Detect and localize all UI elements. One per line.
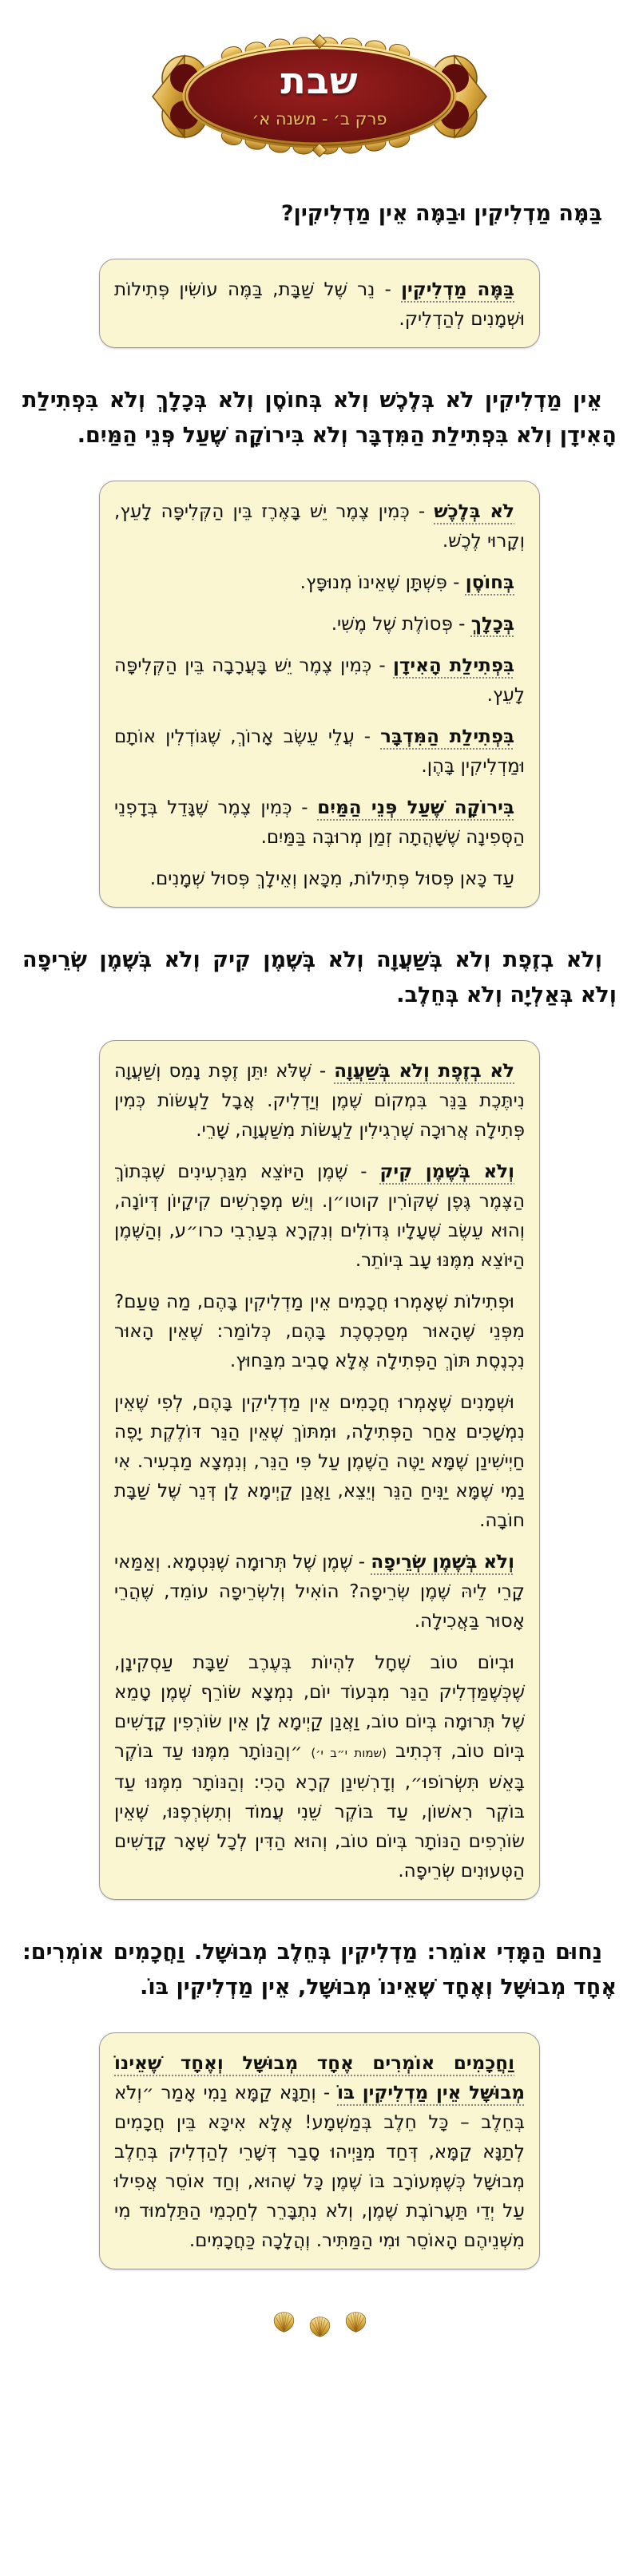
- commentary-box-4: [99, 2032, 540, 2269]
- commentary-box-1: [99, 259, 540, 348]
- commentary-paragraph: [114, 1388, 525, 1536]
- lead-phrase: וְלֹא בְּשֶׁמֶן קִיק: [379, 1161, 514, 1182]
- lead-phrase: וַחֲכָמִים אוֹמְרִים אֶחָד מְבוּשָּׁל וְאֶחָד שֶׁאֵינוֹ מְבוּשָּׁל אֵין מַדְלִיקִין בּוֹ: [114, 2053, 525, 2103]
- commentary-text: - שֶׁלֹּא יִתֵּן זֶפֶת נָמֵס וְשַׁעֲוָה נִיתֶּכֶת בַּנֵּר בִּמְקוֹם שֶׁמֶן וְיַדְלִיק. אֲבָל לַעֲשׂוֹת כְּמִין פְּתִילָה אֲרוּכָה שֶׁרְגִילִין לַעֲשׂוֹת מִשַּׁעֲוָה, שָׁרֵי.: [114, 1061, 525, 1141]
- commentary-text: - פִּשְׁתָּן שֶׁאֵינוֹ מְנוּפָּץ.: [300, 572, 466, 593]
- commentary-paragraph: [114, 1548, 525, 1636]
- shell-icon: [344, 2311, 367, 2333]
- commentary-paragraph: [114, 1648, 525, 1886]
- commentary-text: - כְּמִין צֶמֶר יֵשׁ בָּאֶרֶז בֵּין הַקְּלִיפָּה לָעֵץ, וְקָרוּי לֶכֶשׁ.: [114, 501, 525, 552]
- lead-phrase: בַּמֶּה מַדְלִיקִין: [401, 279, 514, 300]
- scripture-citation: (שמות י״ב י׳): [311, 1746, 387, 1760]
- lead-phrase: בִּירוֹקָה שֶׁעַל פְּנֵי הַמַּיִם: [317, 797, 514, 818]
- commentary-text: - כְּמִין צֶמֶר יֵשׁ בָּעֲרָבָה בֵּין הַקְּלִיפָּה לָעֵץ.: [114, 655, 525, 706]
- commentary-paragraph: [114, 1157, 525, 1276]
- commentary-text: - נֵר שֶׁל שַׁבָּת, בַּמֶּה עוֹשִׂין פְּתִילוֹת וּשְׁמָנִים לְהַדְלִיק.: [114, 279, 525, 330]
- title-banner: [148, 32, 491, 160]
- lead-phrase: בִּפְתִילַת הָאִידָן: [393, 655, 514, 676]
- shell-icon: [272, 2311, 296, 2333]
- commentary-text: וּבְיוֹם טוֹב שֶׁחָל לִהְיוֹת בְּעֶרֶב שַׁבָּת עַסְקִינָן, שֶׁכְּשֶׁמַּדְלִיק הַנֵּר מִבְּעוֹד יוֹם, נִמְצָא שׂוֹרֵף שֶׁמֶן טָמֵא שֶׁל תְּרוּמָה בְּיוֹם טוֹב, וַאֲנַן קַיְימָא לָן אֵין שׂוֹרְפִין קָדָשִׁים בְּיוֹם טוֹב, דִּכְתִיב: [114, 1652, 525, 1762]
- footer-decoration: [0, 2311, 639, 2362]
- lead-phrase: בִּפְתִילַת הַמִּדְבָּר: [380, 726, 514, 747]
- lead-phrase: וְלֹא בְּשֶׁמֶן שְׂרֵיפָה: [371, 1552, 514, 1573]
- commentary-text: - עֲלֵי עֵשֶׂב אָרוֹךְ, שֶׁגּוֹדְלִין אוֹתָם וּמַדְלִיקִין בָּהֶן.: [114, 726, 525, 777]
- lead-phrase: לֹא בְזֶפֶת וְלֹא בְּשַׁעֲוָה: [334, 1061, 515, 1082]
- commentary-box-3: [99, 1040, 540, 1900]
- mishnah-text-2: אֵין מַדְלִיקִין לֹא בְּלֶכֶשׁ וְלֹא בְּחוֹסֶן וְלֹא בְּכָלָךְ וְלֹא בִּפְתִילַת הָאִידָן וְלֹא בִּפְתִילַת הַמִּדְבָּר וְלֹא בִּירוֹקָה שֶׁעַל פְּנֵי הַמַּיִם.: [22, 388, 617, 448]
- commentary-paragraph: [114, 2049, 525, 2256]
- commentary-text: - שֶׁמֶן הַיּוֹצֵא מִגַּרְעִינִים שֶׁבְּתוֹךְ הַצֶּמֶר גֶּפֶן שֶׁקּוֹרִין קוטו״ן. וְיֵשׁ מְפָרְשִׁים קִיקָיוֹן דְּיוֹנָה, וְהוּא עֵשֶׂב שֶׁעָלָיו גְּדוֹלִים וְנִקְרָא בְּעַרְבִי כרו״ע, וְהַשֶּׁמֶן הַיּוֹצֵא מִמֶּנּוּ עָב בְּיוֹתֵר.: [114, 1161, 525, 1271]
- mishnah-text-3: וְלֹא בְזֶפֶת וְלֹא בְּשַׁעֲוָה וְלֹא בְּשֶׁמֶן קִיק וְלֹא בְּשֶׁמֶן שְׂרֵיפָה וְלֹא בְּאַלְיָה וְלֹא בְּחֵלֶב.: [22, 948, 617, 1007]
- commentary-text: וּשְׁמָנִים שֶׁאָמְרוּ חֲכָמִים אֵין מַדְלִיקִין בָּהֶם, לְפִי שֶׁאֵין נִמְשָׁכִים אַחַר הַפְּתִילָה, וּמִתּוֹךְ שֶׁאֵין הַנֵּר דּוֹלֶקֶת יָפֶה חַיְישִׁינַן שֶׁמָּא יַטֶּה הַשֶּׁמֶן עַל פִּי הַנֵּר, וְנִמְצָא מַבְעִיר. אִי נַמִי שֶׁמָּא יַנִּיחַ הַנֵּר וְיֵצֵא, וַאֲנַן קַיְימָא לָן דְּנֵר שֶׁל שַׁבָּת חוֹבָה.: [114, 1392, 525, 1531]
- lead-phrase: בְּחוֹסֶן: [465, 572, 514, 593]
- commentary-text: עַד כָּאן פְּסוּל פְּתִילוֹת, מִכָּאן וְאֵילָךְ פְּסוּל שְׁמָנִים.: [149, 869, 514, 889]
- commentary-text: - כְּמִין צֶמֶר שֶׁגָּדֵל בְּדָפְנֵי הַסְּפִינָה שֶׁשָּׁהֲתָה זְמַן מְרוּבֶּה בַּמַּיִם.: [114, 797, 525, 848]
- commentary-paragraph: [114, 1288, 525, 1376]
- commentary-paragraph: [114, 1057, 525, 1146]
- mishnah-text-1: בַּמֶּה מַדְלִיקִין וּבַמֶּה אֵין מַדְלִיקִין?: [280, 201, 602, 226]
- commentary-box-2: [99, 481, 540, 908]
- commentary-text: וּפְתִילוֹת שֶׁאָמְרוּ חֲכָמִים אֵין מַדְלִיקִין בָּהֶם, מַה טַּעַם? מִפְּנֵי שֶׁהָאוּר מְסַכְסֶכֶת בָּהֶם, כְּלוֹמַר: שֶׁאֵין הָאוּר נִכְנֶסֶת תּוֹךְ הַפְּתִילָה אֶלָּא סָבִיב מִבַּחוּץ.: [114, 1292, 525, 1371]
- commentary-paragraph: [114, 568, 525, 598]
- lead-phrase: בְּכָלָךְ: [470, 614, 514, 635]
- commentary-paragraph: [114, 275, 525, 334]
- tractate-title: שבת: [280, 59, 359, 102]
- commentary-text: - וְתַנָּא קַמָּא נַמִי אָמַר ״וְלֹא בְּחֵלֶב – כָּל חֵלֶב בְּמַשְׁמָע! אֶלָּא אִיכָּא בֵּין חֲכָמִים לְתַנָּא קַמָּא, דְּחַד מִנַּיְיהוּ סָבַר דְּשָׁרֵי לְהַדְלִיק בְּחֵלֶב מְבוּשָּׁל כְּשֶׁמְּעוֹרָב בּוֹ שֶׁמֶן כָּל שֶׁהוּא, וְחַד אוֹסֵר אֲפִילוּ עַל יְדֵי תַּעֲרוֹבֶת שֶׁמֶן, וְלֹא נִתְבָּרֵר לְחַכְמֵי הַתַּלְמוּד מִי מִשְּׁנֵיהֶם הָאוֹסֵר וּמִי הַמַּתִּיר. וְהֲלָכָה כַּחֲכָמִים.: [114, 2083, 525, 2251]
- commentary-text: - שֶׁמֶן שֶׁל תְּרוּמָה שֶׁנִּטְמָא. וְאַמַּאי קָרֵי לֵיהּ שֶׁמֶן שְׂרֵיפָה? הוֹאִיל וְלִשְׂרֵיפָה עוֹמֵד, שֶׁהֲרֵי אָסוּר בַּאֲכִילָה.: [114, 1552, 525, 1632]
- commentary-paragraph: [114, 865, 525, 894]
- chapter-mishnah-subtitle: פרק ב׳ - משנה א׳: [252, 109, 387, 129]
- commentary-paragraph: [114, 497, 525, 556]
- commentary-paragraph: [114, 651, 525, 710]
- lead-phrase: לֹא בְּלֶכֶשׁ: [434, 501, 515, 522]
- commentary-paragraph: [114, 722, 525, 782]
- commentary-text: ״וְהַנּוֹתָר מִמֶּנּוּ עַד בּוֹקֶר בָּאֵשׁ תִּשְׂרוֹפוּ״, וְדָרְשִׁינַן קְרָא הָכִי: וְהַנּוֹתָר מִמֶּנּוּ עַד בּוֹקֶר רִאשׁוֹן, עַד בּוֹקֶר שֵׁנִי עֲמוֹד וְתִשְׂרְפֶנּוּ, שֶׁאֵין שׂוֹרְפִים הַנּוֹתָר בְּיוֹם טוֹב, וְהוּא הַדִּין לְכָל שְׁאָר קָדָשִׁים הַטְּעוּנִים שְׂרֵיפָה.: [114, 1741, 525, 1882]
- commentary-paragraph: [114, 610, 525, 639]
- mishnah-text-4: נַחוּם הַמָּדִי אוֹמֵר: מַדְלִיקִין בְּחֵלֶב מְבוּשָּׁל. וַחֲכָמִים אוֹמְרִים: אֶחָד מְבוּשָּׁל וְאֶחָד שֶׁאֵינוֹ מְבוּשָּׁל, אֵין מַדְלִיקִין בּוֹ.: [22, 1940, 617, 2000]
- commentary-paragraph: [114, 793, 525, 853]
- commentary-text: - פְּסוֹלֶת שֶׁל מֶשִׁי.: [331, 614, 471, 635]
- shell-icon: [308, 2316, 331, 2338]
